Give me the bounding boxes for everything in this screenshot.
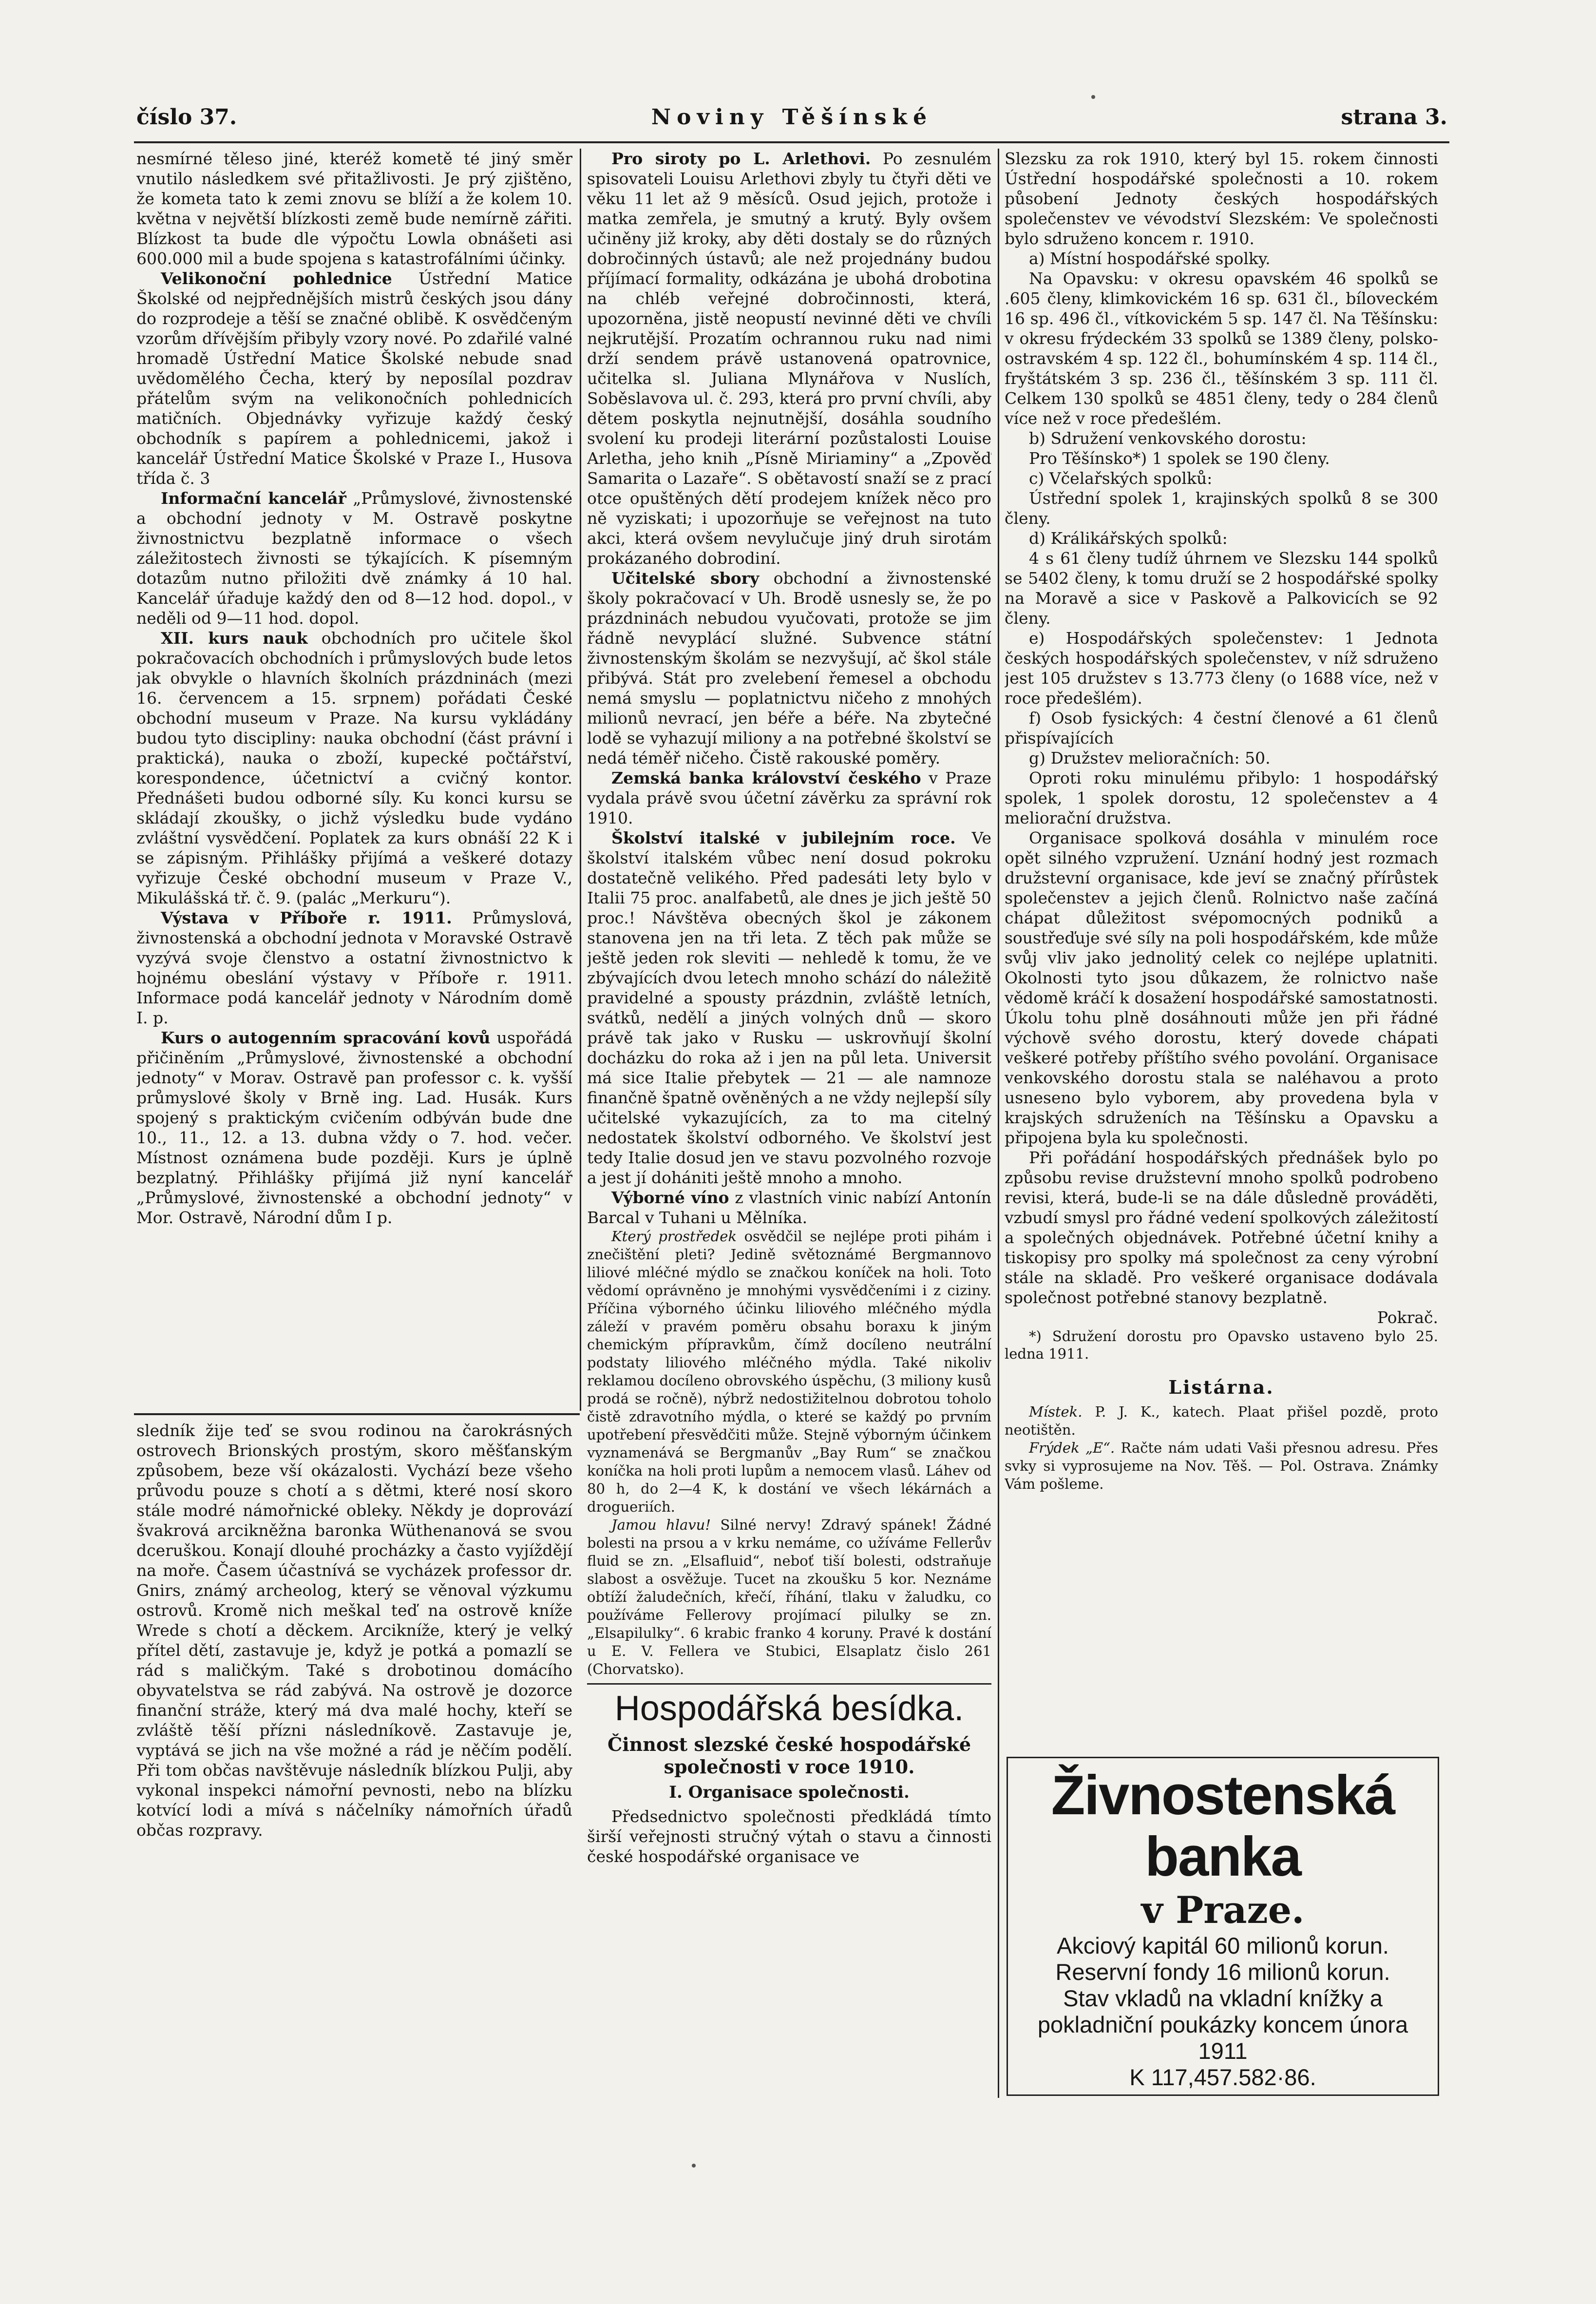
article-easter-postcards: Velikonoční pohlednice Ústřední Matice Školské od nejpřednějších mistrů českých jsou dány do rozprodeje a těší se značné oblibě. K osvědčeným vzorům dřívějším přibyly vzory nové. Po zdařilé valné hromadě Ústřední Matice Školské nebude snad uvědomělého Čecha, který by neposílal pozdrav přátelům svým na velikonočních pohlednicích matičních. Objednávky vyřizuje každý český obchodník s papírem a pohlednicemi, jakož i kancelář Ústřední Matice Školské v Praze I., Husova třída č. 3 <box>136 269 572 488</box>
section-b-heading: b) Sdružení venkovského dorostu: <box>1029 429 1307 448</box>
scan-speck <box>1091 95 1095 99</box>
growth-text: Oproti roku minulému přibylo: 1 hospodářský spolek, 1 spolek dorostu, 12 společenstev a 4 meliorační družstva. <box>1005 768 1438 827</box>
lectures-text: Při pořádání hospodářských přednášek bylo po způsobu revise družstevní mnoho spolků podrobeno revisi, která, bude-li se na dále důsledně prováděti, vzbudí smysl pro řádné vedení spolkových záležitostí a společných objednávek. Potřebné účetní knihy a tiskopisy pro spolky má společnost za ceny výrobní stále na skladě. Pro veškeré organisace dodávala společnost potřebné stanovy bezplatně. <box>1005 1148 1438 1307</box>
ad-feller-fluid: Jamou hlavu! Silné nervy! Zdravý spánek! Žádné bolesti na prsou a v krku nemáme, co užíváme Fellerův fluid se zn. „Elsafluid“, neboť tiší bolesti, odstraňuje slabost a osvěžuje. Tucet na zkoušku 5 kor. Neznáme obtíží žaludečních, křečí, říhání, tlaku v žaludku, co používáme Fellerovy projímací pilulky se zn. „Elsapilulky“. 6 krabic franko 4 koruny. Pravé k dostání u E. V. Fellera ve Stubici, Elsaplatz čislo 261 (Chorvatsko). <box>587 1517 991 1677</box>
column-2 <box>587 149 991 2098</box>
section-b-text: Pro Těšínsko*) 1 spolek se 190 členy. <box>1029 449 1330 468</box>
section-e-text: e) Hospodářských společenstev: 1 Jednota českých hospodářských společenstev, v níž sdruženo jest 105 družstev s 13.773 členy (o 1688 více, než v roce předešlém). <box>1005 629 1438 708</box>
besidka-heading: Hospodářská besídka. <box>614 1689 964 1728</box>
comet-article: nesmírné těleso jiné, kteréž kometě té jiný směr vnutilo následkem své přitažlivosti. Je prý zjištěno, že kometa tato k zemi znovu se blíží a že kolem 10. května v největší blízkosti země bude nemírně zářiti. Blízkost ta bude dle výpočtu Lowla obnášeti asi 600.000 mil a bude spojena s katastrofálními účinky. <box>136 149 572 268</box>
society-intro: Slezsku za rok 1910, který byl 15. rokem činnosti Ústřední hospodářské společnosti a 10. rokem působení Jednoty českých hospodářských společenstev ve vévodství Slezském: Ve společnosti bylo sdruženo koncem r. 1910. <box>1005 149 1438 248</box>
section-rule-left <box>134 1413 580 1415</box>
article-autogenous-course: Kurs o autogenním spracování kovů uspořádá přičiněním „Průmyslové, živnostenské a obchodní jednoty“ v Morav. Ostravě pan professor c. k. vyšší průmyslové školy v Brně ing. Lad. Husák. Kurs spojený s praktickým cvičením odbýván bude dne 10., 11., 12. a 13. dubna vždy o 7. hod. večer. Místnost oznámena bude později. Kurs je úplně bezplatný. Přihlášky přijímá již nyní kancelář „Průmyslové, živnostenské a obchodní jednoty“ v Mor. Ostravě, Národní dům I p. <box>136 1028 572 1227</box>
article-teacher-bodies: Učitelské sbory obchodní a živnostenské školy pokračovací v Uh. Brodě usnesly se, že po prázdninách nebudou vyučovati, protože se jim řádně nevyplácí služné. Subvence státní živnostenským školám se nezvyšují, ač škol stále přibývá. Stát pro zvelebení řemesel a obchodu nemá smyslu — poplatnictvu ničeho z mnohých milionů nevrací, jen béře a béře. Na zbytečné lodě se vyhazují miliony a na potřebné školství se nedá téměř ničeho. Čistě rakouské poměry. <box>587 569 991 768</box>
issue-number: číslo 37. <box>136 105 237 130</box>
besidka-section-title: I. Organisace společnosti. <box>669 1783 910 1802</box>
letter-frydek: Frýdek „E“. Račte nám udati Vaši přesnou adresu. Přes svky si vyprosujeme na Nov. Těš. — Pol. Ostrava. Známky Vám pošleme. <box>1005 1440 1438 1492</box>
bank-advertisement <box>1007 1757 1439 2096</box>
article-pribor-exhibition: Výstava v Příboře r. 1911. Průmyslová, živnostenská a obchodní jednota v Moravské Ostravě vyzývá svoje členstvo a ostatní živnostnictvo k hojnému obeslání výstavy v Příboře r. 1911. Informace podá kancelář jednoty v Národním domě I. p. <box>136 908 572 1027</box>
column-3 <box>1005 149 1438 1757</box>
section-a-heading: a) Místní hospodářské spolky. <box>1029 249 1271 268</box>
bank-deposits-note: Stav vkladů na vkladní knížky a pokladniční poukázky koncem února 1911 <box>1037 1985 1408 2064</box>
section-g-text: g) Družstev melioračních: 50. <box>1029 749 1271 768</box>
bank-reserve-funds: Reservní fondy 16 milionů korun. <box>1055 1959 1390 1985</box>
article-arleth-orphans: Pro siroty po L. Arlethovi. Po zesnulém spisovateli Louisu Arlethovi zbyly tu čtyři děti ve věku 11 let až 9 měsíců. Osud jejich, protože i matka zemřela, je smutný a krutý. Byly ovšem učiněny již kroky, aby děti dostaly se do různých dobročinných ústavů; ale než projednány budou příjímací formality, odkázána je ubohá drobotina na chléb veřejné dobročinnosti, která, upozorněna, jistě neopustí nevinné děti ve chvíli nejkrutější. Prozatím ochrannou ruku nad nimi drží sendem právě ustanovená opatrovnice, učitelka sl. Juliana Mlynářova v Nuslích, Soběslavova ul. č. 293, která pro první chvíli, aby dětem poskytla nejnutnější, dosáhla soudního svolení ku prodeji literární pozůstalosti Louise Arletha, jeho knih „Písně Miriaminy“ a „Zpověď Samarita o Lazaře“. S obětavostí snaží se z prací otce opuštěných dětí prodejem knížek něco pro ně vyziskati; i upozorňuje se veřejnost na tuto akci, která ovšem nevylučuje jiný druh sirotám prokázaného dobrodiní. <box>587 149 991 568</box>
masthead-title: Noviny Těšínské <box>651 105 933 130</box>
article-information-office: Informační kancelář „Průmyslové, živnostenské a obchodní jednoty v M. Ostravě poskytne živnostnictvu bezplatně informace o všech záležitostech živnosti se týkajících. K písemným dotazům nutno přiložiti dvě známky á 10 hal. Kancelář úřaduje každý den od 8—12 hod. dopol., v neděli od 9—11 hod. dopol. <box>136 489 572 628</box>
article-land-bank: Zemská banka království českého v Praze vydala právě svou účetní závěrku za správní rok 1910. <box>587 768 991 827</box>
archduke-article: sledník žije teď se svou rodinou na čarokrásných ostrovech Brionských prostým, skoro měšťanským způsobem, beze vší okázalosti. Vychází beze všeho průvodu pouze s chotí a s dětmi, které nosí skoro stále modré námořnické obleky. Někdy je doprovází švakrová arcikněžna baronka Wüthenanová se svou dceruškou. Konají dlouhé procházky a často vyjíždějí na moře. Časem účastnívá se vycházek professor dr. Gnirs, známý archeolog, který se věnoval výzkumu ostrovů. Kromě nich meškal teď na ostrově kníže Wrede s chotí a děckem. Arcikníže, který je velký přítel dětí, zastavuje je, když je potká a pomazlí se rád s maličkým. Také s drobotinou domácího obyvatelstva se rád zabývá. Na ostrově je dozorce finanční stráže, který má dva malé hochy, kteří se zvláště těší přízni následníkově. Zastavuje je, vyptává se jich na vše možné a rád je něčím podělí. Při tom občas navštěvuje následník blízkou Pulji, aby vykonal inspekci námořní pevnosti, nebo na blízku kotvící lodi a mívá s náčelníky námořních úřadů občas rozpravy. <box>136 1421 572 1840</box>
bank-city: v Praze. <box>1141 1888 1305 1932</box>
page-header <box>136 105 1447 139</box>
page-number: strana 3. <box>1341 105 1447 130</box>
section-d-heading: d) Králikářských spolků: <box>1029 529 1228 548</box>
bank-name: Živnostenská banka <box>1051 1765 1395 1888</box>
article-xii-course: XII. kurs nauk obchodních pro učitele škol pokračovacích obchodních i průmyslových bude letos jak obvykle o hlavních školních prázdninách (mezi 16. červencem a 15. srpnem) pořádati České obchodní museum v Praze. Na kursu vykládány budou tyto discipliny: nauka obchodní (část právní i praktická), nauka o zboží, kupecké počtářství, korespondence, účetnictví a cvičný kontor. Přednášeti budou odborné síly. Ku konci kursu se skládají zkoušky, o jichž výsledku bude vydáno zvláštní vysvědčení. Poplatek za kurs obnáší 22 K i se zápisným. Přihlášky přijímá a veškeré dotazy vyřizuje České obchodní museum v Praze V., Mikulášská tř. č. 9. (palác „Merkuru“). <box>136 629 572 907</box>
continued-note: Pokrač. <box>1377 1308 1438 1327</box>
section-d-text: 4 s 61 členy tudíž úhrnem ve Slezsku 144 spolků se 5402 členy, k tomu druží se 2 hospodářské spolky na Moravě a sice v Paskově a Palkovicích se 92 členy. <box>1005 549 1438 628</box>
column-1 <box>136 149 572 1408</box>
letters-heading: Listárna. <box>1168 1376 1274 1398</box>
ad-bergmann-soap: Který prostředek osvědčil se nejlépe proti pihám i znečištění pleti? Jedině světoznámé Bergmannovo liliové mléčné mýdlo se značkou koníček na holi. Toto vědomí oprávněno je mnohými vysvědčeními i z ciziny. Příčina výborného účinku liliového mléčného mýdla záleží v pravém poměru obsahu boraxu k jiným chemickým přípravkům, čímž docíleno neutrální podstaty liliového mléčného mýdla. Také nikoliv reklamou docíleno obrovského úspěchu, (3 miliony kusů prodá se ročně), nýbrž nedostižitelnou dobrotou toholo čistě zdravotního mýdla, o které se každý po prvním upotřebení přesvědčiti může. Stejně výborným účinkem vyznamenává se Bergmanův „Bay Rum“ se značkou koníčka na holi proti lupům a nemocem vlasů. Láhev od 80 h, do 2—4 K, k dostání ve všech lékárnách a drogueriích. <box>587 1228 991 1515</box>
column-divider-1 <box>580 149 581 1411</box>
column-1-lower <box>136 1421 572 2103</box>
section-a-text: Na Opavsku: v okresu opavském 46 spolků se .605 členy, klimkovickém 16 sp. 631 čl., bíloveckém 16 sp. 496 čl., vítkovickém 5 sp. 147 čl. Na Těšínsku: v okresu frýdeckém 33 spolků se 1389 členy, polsko-ostravském 4 sp. 122 čl., bohumínském 4 sp. 114 čl., fryštátském 3 sp. 236 čl., těšínském 3 sp. 111 čl. Celkem 130 spolků se 4851 členy, tedy o 284 členů více než v roce předešlém. <box>1005 269 1438 428</box>
footnote: *) Sdružení dorostu pro Opavsko ustaveno bylo 25. ledna 1911. <box>1005 1328 1438 1362</box>
article-italian-schools: Školství italské v jubilejním roce. Ve školství italském vůbec není dosud pokroku dostatečně velikého. Před padesáti lety bylo v Italii 75 proc. analfabetů, ale dnes je jich ještě 50 proc.! Návštěva obecných škol je zákonem stanovena jen na tři leta. Z těch pak může se ještě jeden rok sleviti — nehledě k tomu, že ve zbývajících dvou letech mnoho schází do náležitě pravidelné a spousty prázdnin, zvláště letních, svátků, nedělí a jiných volných dnů — skoro právě tak jako v Rusku — uskrovňují školní docházku do roka až i jen na půl leta. Universit má sice Italie přebytek — 21 — ale namnoze finančně špatně ověněných a ne vždy nejlepší síly učitelské vykazujících, za to ma citelný nedostatek školství odborného. Ve školství jest tedy Italie dosud jen ve stavu pozvolného rozvoje a jest jí dohániti ještě mnoho a mnoho. <box>587 828 991 1187</box>
bank-deposits-amount: K 117,457.582·86. <box>1129 2064 1316 2090</box>
article-wine: Výborné víno z vlastních vinic nabízí Antonín Barcal v Tuhani u Mělníka. <box>587 1188 991 1227</box>
column-divider-2 <box>998 149 999 2098</box>
organisation-text: Organisace spolková dosáhla v minulém roce opět silného vzpružení. Uznání hodný jest rozmach družstevní organisace, kde jeví se značný přírůstek společenstev a jejich členů. Rolnictvo naše začíná chápat důležitost svépomocných podniků a soustřeďuje své síly na poli hospodářském, kde může svůj vliv jako jednolitý celek co nejlépe uplatniti. Okolnosti tyto jsou důkazem, že rolnictvo naše vědomě kráčí k dosažení hospodářské samostatnosti. Úkolu tohu plně dosáhnouti může jen při řádné výchově svého dorostu, který dovede chápati veškeré potřeby příštího svého povolání. Organisace venkovského dorostu stala se naléhavou a proto usneseno bylo vyborem, aby provedena byla v krajských sdruženích na Těšínsku a Opavsku a připojena byla ku společnosti. <box>1005 828 1438 1147</box>
scan-speck <box>692 2164 696 2168</box>
besidka-intro: Předsednictvo společnosti předkládá tímto širší veřejnosti stručný výtah o stavu a činnosti české hospodářské organisace ve <box>587 1807 991 1866</box>
section-c-heading: c) Včelařských spolků: <box>1029 469 1213 488</box>
besidka-subheading: Činnost slezské české hospodářské společnosti v roce 1910. <box>607 1733 971 1778</box>
letter-mistek: Místek. P. J. K., katech. Plaat přišel pozdě, proto neotištěn. <box>1005 1403 1438 1438</box>
bank-share-capital: Akciový kapitál 60 milionů korun. <box>1057 1933 1389 1958</box>
header-rule <box>134 141 1449 143</box>
besidka-rule <box>587 1683 991 1685</box>
section-f-text: f) Osob fysických: 4 čestní členové a 61 členů přispívajících <box>1005 709 1438 748</box>
section-c-text: Ústřední spolek 1, krajinských spolků 8 se 300 členy. <box>1005 489 1438 528</box>
